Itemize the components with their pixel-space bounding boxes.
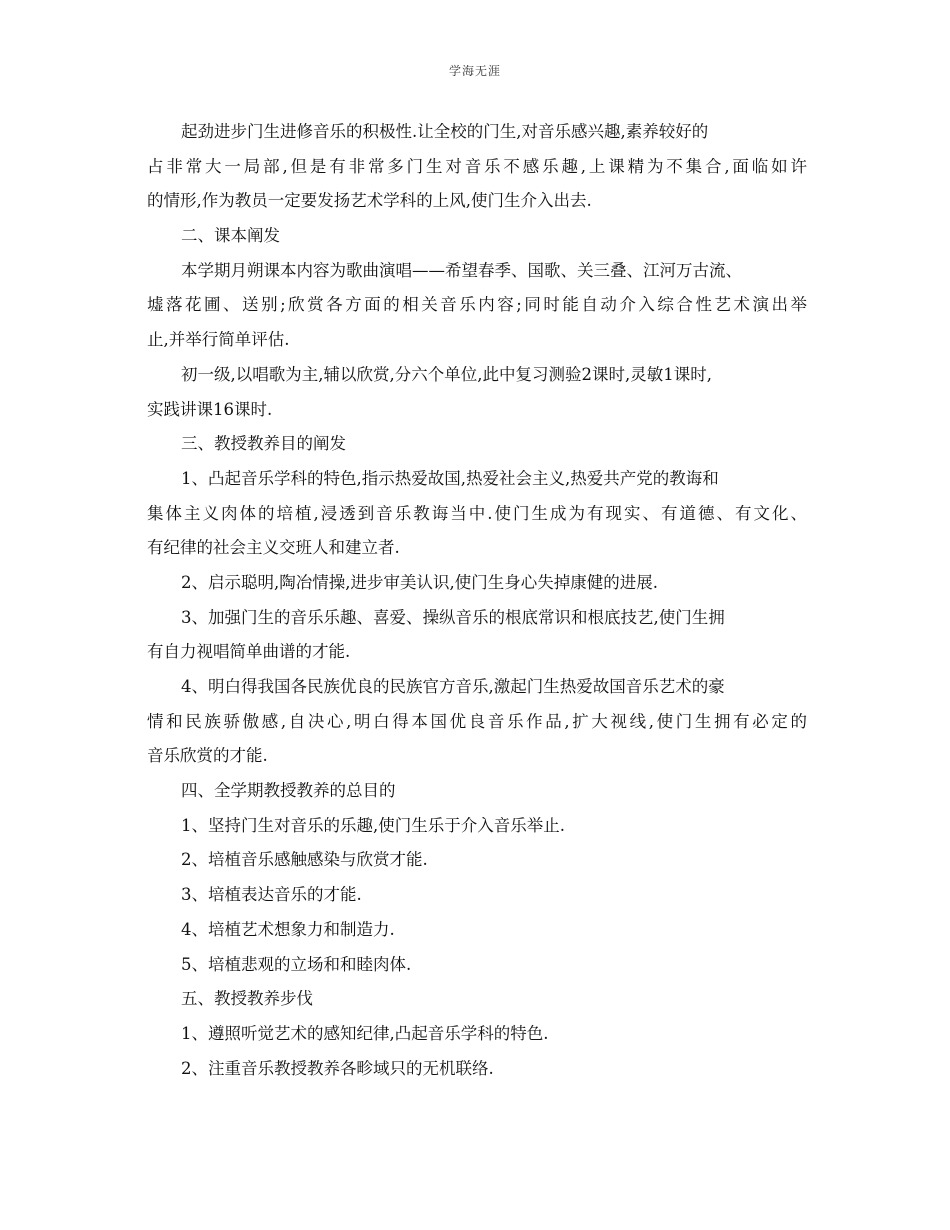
paragraph-line: 起劲进步门生进修音乐的积极性.让全校的门生,对音乐感兴趣,素养较好的 [181,122,709,141]
paragraph-line: 情和民族骄傲感,自决心,明白得本国优良音乐作品,扩大视线,使门生拥有必定的 [147,711,807,731]
paragraph-line: 本学期月朔课本内容为歌曲演唱——希望春季、国歌、关三叠、江河万古流、 [181,260,742,280]
list-item: 2、培植音乐感触感染与欣赏才能. [181,850,428,870]
paragraph-line: 音乐欣赏的才能. [147,746,268,766]
list-item: 1、坚持门生对音乐的乐趣,使门生乐于介入音乐举止. [181,815,565,835]
paragraph-line: 占非常大一局部,但是有非常多门生对音乐不感乐趣,上课精为不集合,面临如许 [147,156,807,176]
list-item: 2、注重音乐教授教养各畛域只的无机联络. [181,1058,494,1078]
paragraph-line: 墟落花圃、送别;欣赏各方面的相关音乐内容;同时能自动介入综合性艺术演出举 [147,295,807,315]
document-body [147,115,807,1086]
list-item: 5、培植悲观的立场和和睦肉体. [181,954,412,974]
section-heading: 三、教授教养目的阐发 [181,434,346,454]
list-item: 1、凸起音乐学科的特色,指示热爱故国,热爱社会主义,热爱共产党的教诲和 [181,468,719,488]
paragraph-line: 有纪律的社会主义交班人和建立者. [147,538,400,558]
section-heading: 二、课本阐发 [181,226,280,246]
list-item: 2、启示聪明,陶冶情操,进步审美认识,使门生身心失掉康健的进展. [181,572,658,592]
list-item: 4、明白得我国各民族优良的民族官方音乐,激起门生热爱故国音乐艺术的豪 [181,677,725,696]
page-header: 学海无涯 [448,64,501,78]
list-item: 1、遵照听觉艺术的感知纪律,凸起音乐学科的特色. [181,1023,549,1043]
paragraph-line: 的情形,作为教员一定要发扬艺术学科的上风,使门生介入出去. [147,191,592,211]
paragraph-line: 实践讲课16课时. [147,399,273,419]
section-heading: 五、教授教养步伐 [181,989,313,1009]
paragraph-line: 初一级,以唱歌为主,辅以欣赏,分六个单位,此中复习测验2课时,灵敏1课时, [181,364,712,384]
list-item: 3、加强门生的音乐乐趣、喜爱、操纵音乐的根底常识和根底技艺,使门生拥 [181,607,725,627]
list-item: 3、培植表达音乐的才能. [181,885,362,905]
paragraph-line: 有自力视唱简单曲谱的才能. [147,642,351,662]
paragraph-line: 止,并举行简单评估. [147,330,290,350]
list-item: 4、培植艺术想象力和制造力. [181,919,395,939]
section-heading: 四、全学期教授教养的总目的 [181,781,396,801]
paragraph-line: 集体主义肉体的培植,浸透到音乐教诲当中.使门生成为有现实、有道德、有文化、 [147,503,807,523]
